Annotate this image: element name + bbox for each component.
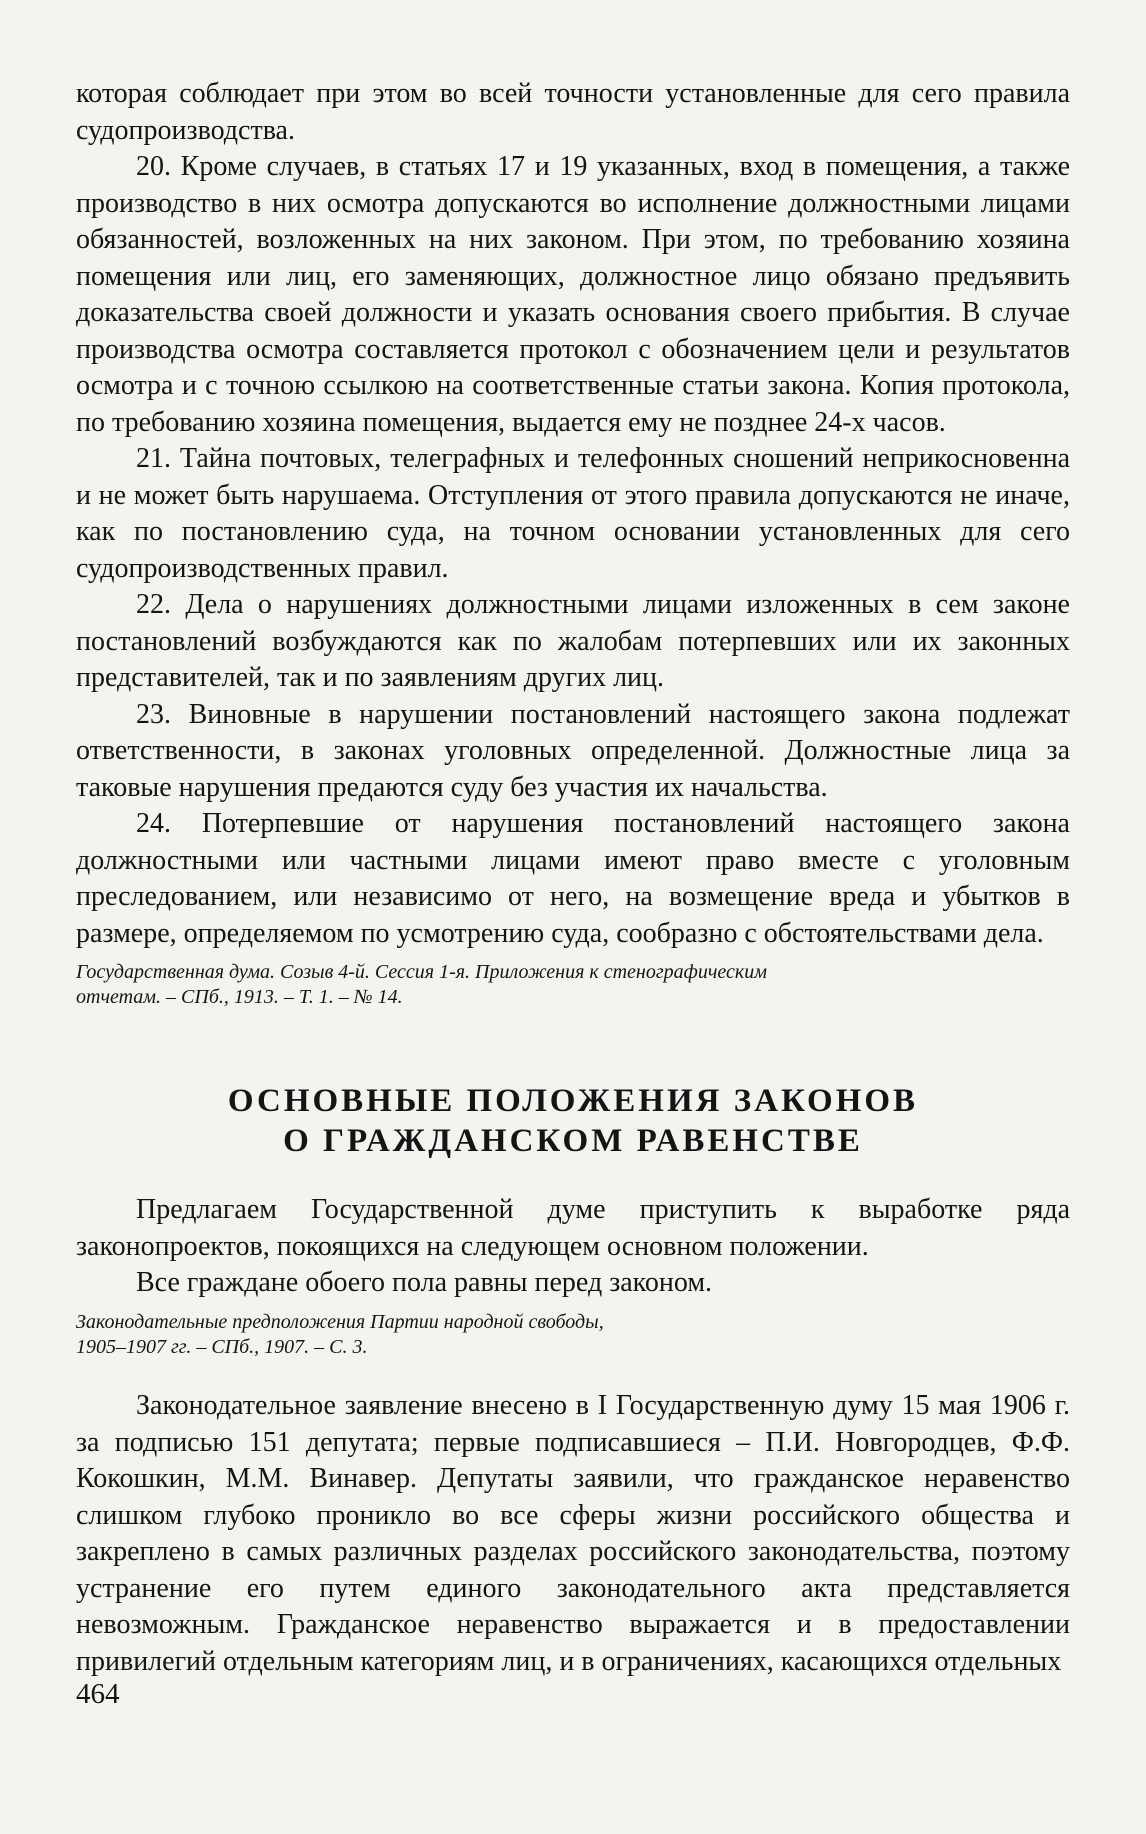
paragraph-article-22: 22. Дела о нарушениях должностными лицами изложенных в сем законе постановлений возбуждаются как по жалобам потерпевших или их законных представителей, так и по заявлениям других лиц. — [76, 589, 1070, 693]
source-citation-2 — [76, 1310, 1070, 1360]
middle-section — [76, 1192, 1070, 1360]
source-citation-2-line1: Законодательные предположения Партии народной свободы, — [76, 1310, 604, 1333]
section-heading — [76, 1081, 1070, 1161]
source-citation-1-line2: отчетам. – СПб., 1913. – Т. 1. – № 14. — [76, 986, 403, 1008]
paragraph-article-21: 21. Тайна почтовых, телеграфных и телефонных сношений неприкосновенна и не может быть нарушаема. Отступления от этого правила допускаются не иначе, как по постановлению суда, на точном основании установленных для сего судопроизводственных правил. — [76, 443, 1070, 584]
section-heading-line2: О ГРАЖДАНСКОМ РАВЕНСТВЕ — [283, 1123, 863, 1159]
paragraph-proposal: Предлагаем Государственной думе приступить к выработке ряда законопроектов, покоящихся на следующем основном положении. — [76, 1194, 1070, 1262]
paragraph-article-24: 24. Потерпевшие от нарушения постановлений настоящего закона должностными или частными лицами имеют право вместе с уголовным преследованием, или независимо от него, на возмещение вреда и убытков в размере, определяемом по усмотрению суда, сообразно с обстоятельствами дела. — [76, 808, 1070, 949]
page-number: 464 — [76, 1678, 120, 1710]
source-citation-1-line1: Государственная дума. Созыв 4-й. Сессия 1-я. Приложения к стенографическим — [76, 961, 768, 983]
bottom-section — [76, 1388, 1070, 1680]
paragraph-continuation: которая соблюдает при этом во всей точности установленные для сего правила судопроизводства. — [76, 78, 1070, 146]
paragraph-commentary: Законодательное заявление внесено в I Государственную думу 15 мая 1906 г. за подписью 151 депутата; первые подписавшиеся – П.И. Новгородцев, Ф.Ф. Кокошкин, М.М. Винавер. Депутаты заявили, что гражданское неравенство слишком глубоко проникло во все сферы жизни российского общества и закреплено в самых различных разделах российского законодательства, поэтому устранение его путем единого законодательного акта представляется невозможным. Гражданское неравенство выражается и в предоставлении привилегий отдельным категориям лиц, и в ограничениях, касающихся отдельных — [76, 1390, 1070, 1677]
source-citation-2-line2: 1905–1907 гг. – СПб., 1907. – С. 3. — [76, 1335, 368, 1358]
source-citation-1 — [76, 960, 1070, 1010]
paragraph-article-20: 20. Кроме случаев, в статьях 17 и 19 указанных, вход в помещения, а также производство в них осмотра допускаются во исполнение должностными лицами обязанностей, возложенных на них законом. При этом, по требованию хозяина помещения или лиц, его заменяющих, должностное лицо обязано предъявить доказательства своей должности и указать основания своего прибытия. В случае производства осмотра составляется протокол с обозначением цели и результатов осмотра и с точною ссылкою на соответственные статьи закона. Копия протокола, по требованию хозяина помещения, выдается ему не позднее 24-х часов. — [76, 151, 1070, 438]
section-heading-line1: ОСНОВНЫЕ ПОЛОЖЕНИЯ ЗАКОНОВ — [227, 1083, 919, 1119]
top-section — [76, 76, 1070, 1010]
paragraph-equality: Все граждане обоего пола равны перед законом. — [136, 1267, 713, 1298]
paragraph-article-23: 23. Виновные в нарушении постановлений настоящего закона подлежат ответственности, в законах уголовных определенной. Должностные лица за таковые нарушения предаются суду без участия их начальства. — [76, 698, 1070, 803]
